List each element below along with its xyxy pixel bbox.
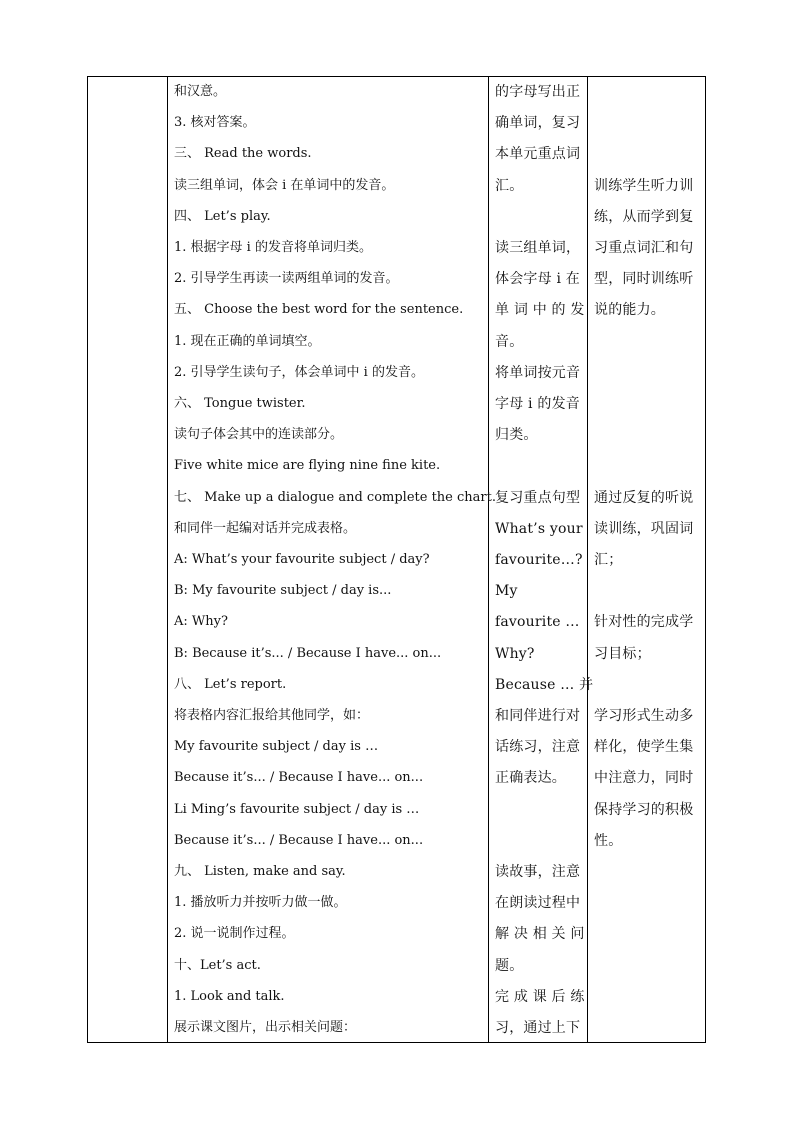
text-line: Why?	[495, 645, 535, 662]
text-line: 复习重点句型	[495, 489, 581, 506]
text-line: 和同伴进行对	[495, 708, 581, 724]
text-line: 三、 Read the words.	[174, 146, 312, 162]
column-divider	[167, 77, 168, 1042]
text-line: 习重点词汇和句	[594, 240, 694, 256]
text-line: 2. 说一说制作过程。	[174, 926, 295, 942]
text-line: favourite …	[495, 614, 580, 631]
text-line: Because … 并	[495, 676, 594, 693]
text-line: 针对性的完成学	[594, 614, 694, 631]
text-line: 学习形式生动多	[594, 708, 694, 724]
text-line: 保持学习的积极	[594, 801, 694, 818]
text-line: 十、Let’s act.	[174, 957, 261, 973]
text-line: 2. 引导学生读句子，体会单词中 i 的发音。	[174, 364, 424, 380]
text-line: 练，从而学到复	[594, 208, 694, 225]
text-line: favourite…?	[495, 552, 583, 568]
text-line: 五、 Choose the best word for the sentence.	[174, 302, 464, 318]
text-line: 本单元重点词	[495, 146, 581, 163]
text-line: 将表格内容汇报给其他同学，如：	[174, 708, 370, 723]
text-line: 题。	[495, 957, 524, 974]
text-line: 1. 现在正确的单词填空。	[174, 333, 321, 349]
text-line: 型，同时训练听	[594, 271, 694, 288]
text-line: 读故事，注意	[495, 864, 581, 880]
text-line: 的字母写出正	[495, 84, 581, 100]
text-line: 将单词按元音	[495, 364, 581, 381]
text-line: 训练学生听力训	[594, 177, 694, 194]
column-divider	[587, 77, 588, 1042]
text-line: Because it’s... / Because I have... on...	[174, 770, 424, 786]
text-line: 通过反复的听说	[594, 489, 694, 506]
text-line: A: What’s your favourite subject / day?	[174, 552, 430, 567]
text-line: 八、 Let’s report.	[174, 676, 287, 692]
text-line: B: My favourite subject / day is...	[174, 583, 392, 599]
text-line: 习目标；	[594, 645, 651, 662]
text-line: 说的能力。	[594, 302, 665, 319]
text-line: 1. 根据字母 i 的发音将单词归类。	[174, 240, 372, 255]
text-line: 单 词 中 的 发	[495, 302, 585, 319]
text-line: Five white mice are flying nine fine kite.	[174, 458, 441, 474]
lesson-table	[87, 76, 706, 1043]
text-line: A: Why?	[174, 614, 228, 630]
text-line: My	[495, 583, 518, 600]
text-line: 1. 播放听力并按听力做一做。	[174, 895, 347, 911]
text-line: 正确表达。	[495, 770, 566, 787]
text-line: 3. 核对答案。	[174, 115, 256, 131]
text-line: 完 成 课 后 练	[495, 988, 585, 1005]
text-line: 读训练，巩固词	[594, 520, 694, 537]
text-line: 1. Look and talk.	[174, 988, 285, 1004]
text-line: 话练习，注意	[495, 739, 581, 756]
text-line: Because it’s... / Because I have... on...	[174, 832, 424, 848]
text-line: Li Ming’s favourite subject / day is …	[174, 801, 420, 817]
text-line: 汇。	[495, 177, 524, 194]
text-line: 确单词，复习	[495, 115, 581, 132]
column-divider	[488, 77, 489, 1042]
text-line: 读句子体会其中的连读部分。	[174, 427, 344, 443]
text-line: 展示课文图片，出示相关问题：	[174, 1020, 357, 1035]
text-line: 九、 Listen, make and say.	[174, 864, 346, 879]
text-line: B: Because it’s... / Because I have... on...	[174, 645, 442, 661]
text-line: 读三组单词，体会 i 在单词中的发音。	[174, 177, 395, 193]
text-line: 和同伴一起编对话并完成表格。	[174, 520, 357, 536]
text-line: 读三组单词，	[495, 240, 581, 256]
text-line: 解 决 相 关 问	[495, 926, 585, 943]
text-line: 音。	[495, 333, 524, 350]
text-line: 2. 引导学生再读一读两组单词的发音。	[174, 271, 399, 287]
text-line: 七、 Make up a dialogue and complete the chart.	[174, 489, 496, 505]
text-line: 在朗读过程中	[495, 895, 581, 912]
text-line: 字母 i 的发音	[495, 396, 580, 412]
text-line: 样化，使学生集	[594, 739, 694, 756]
text-line: What’s your	[495, 520, 583, 537]
text-line: 习，通过上下	[495, 1020, 581, 1036]
text-line: 和汉意。	[174, 84, 227, 99]
text-line: 六、 Tongue twister.	[174, 396, 306, 411]
text-line: 性。	[594, 832, 623, 849]
text-line: 体会字母 i 在	[495, 271, 580, 288]
text-line: 中注意力，同时	[594, 770, 694, 787]
text-line: 四、 Let’s play.	[174, 208, 271, 224]
text-line: 归类。	[495, 427, 538, 444]
text-line: My favourite subject / day is …	[174, 739, 379, 755]
text-line: 汇；	[594, 552, 623, 568]
